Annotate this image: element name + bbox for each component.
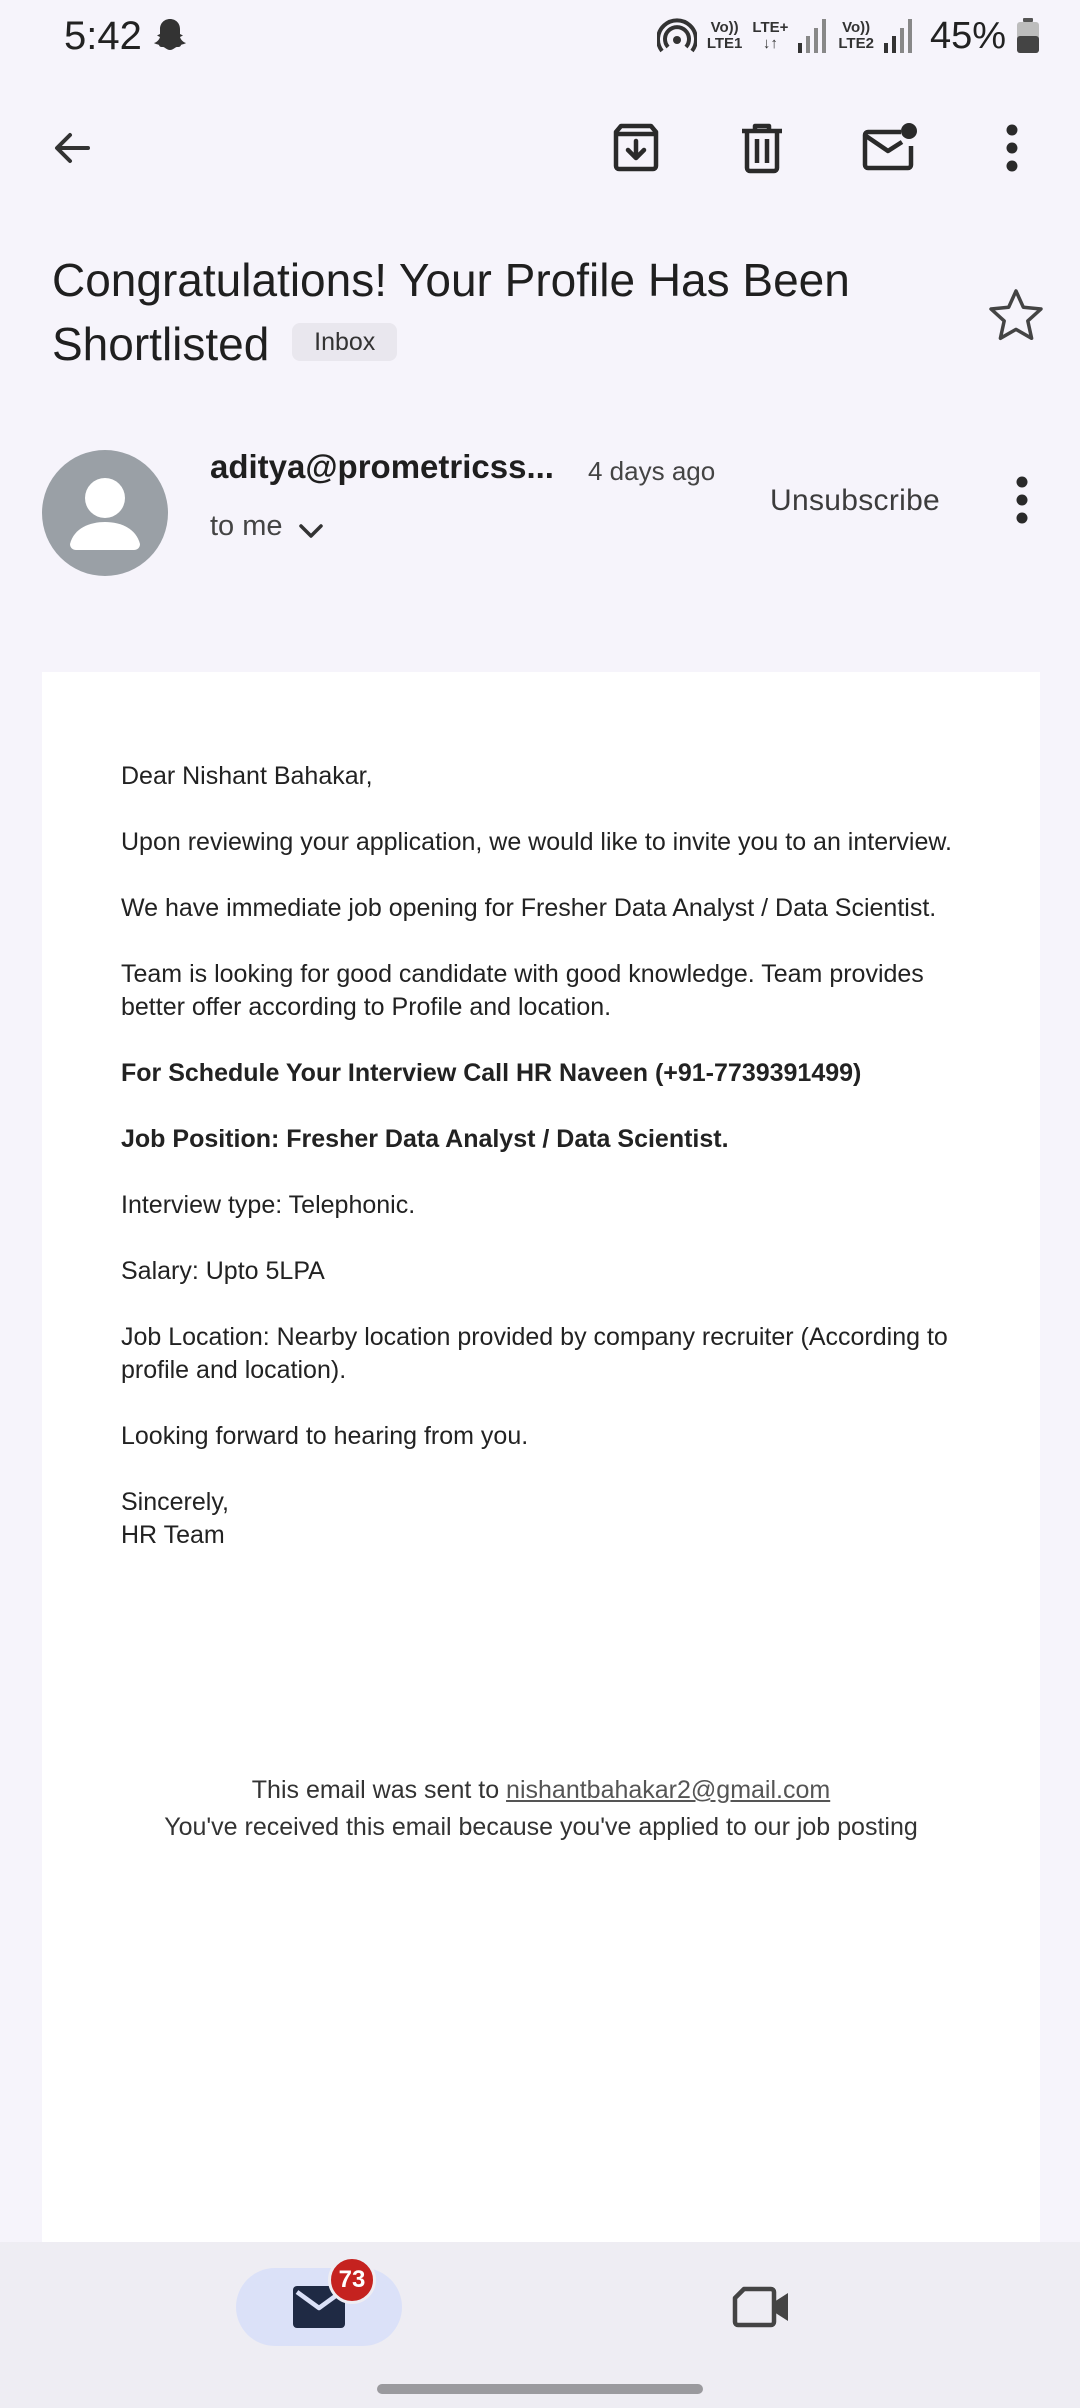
data-network-label: LTE+ ↓↑	[752, 19, 789, 52]
email-paragraph: Job Location: Nearby location provided by company recruiter (According to profile and location).	[121, 1323, 948, 1384]
signal-icon-sim2	[884, 19, 914, 53]
email-footer	[42, 1772, 1040, 1846]
more-vert-icon	[1002, 122, 1022, 174]
battery-icon	[1016, 18, 1040, 54]
back-button[interactable]	[30, 106, 114, 190]
archive-button[interactable]	[594, 106, 678, 190]
email-paragraph: We have immediate job opening for Fresher Data Analyst / Data Scientist.	[121, 894, 937, 922]
email-paragraph-bold: Job Position: Fresher Data Analyst / Data Scientist.	[121, 1125, 729, 1153]
footer-email-link[interactable]: nishantbahakar2@gmail.com	[506, 1776, 831, 1804]
mark-unread-button[interactable]	[848, 106, 932, 190]
inbox-label-chip[interactable]: Inbox	[292, 323, 397, 361]
sim1-network-label: Vo)) LTE1	[706, 19, 743, 52]
email-body	[121, 760, 981, 1552]
footer-sent-to-prefix: This email was sent to	[251, 1776, 507, 1804]
hotspot-icon	[657, 16, 697, 56]
unsubscribe-button[interactable]: Unsubscribe	[770, 484, 941, 517]
person-icon	[42, 450, 168, 576]
arrow-back-icon	[48, 124, 96, 172]
more-options-button[interactable]	[970, 106, 1054, 190]
battery-percent: 45%	[929, 14, 1006, 57]
email-paragraph: Team is looking for good candidate with good knowledge. Team provides better offer according to Profile and location.	[121, 960, 924, 1021]
home-indicator[interactable]	[377, 2384, 703, 2394]
sender-name[interactable]: aditya@prometricss...	[210, 448, 554, 485]
mail-unread-icon	[861, 122, 919, 174]
video-camera-icon	[732, 2284, 792, 2330]
email-subject	[52, 248, 952, 376]
footer-reason: You've received this email because you've applied to our job posting	[164, 1813, 918, 1841]
status-time: 5:42	[64, 14, 142, 58]
email-paragraph: Salary: Upto 5LPA	[121, 1257, 325, 1285]
recipient-text: to me	[210, 510, 283, 542]
email-paragraph: Looking forward to hearing from you.	[121, 1422, 529, 1450]
snapchat-ghost-icon	[150, 16, 190, 56]
archive-icon	[610, 122, 662, 174]
mail-unread-badge: 73	[328, 2256, 376, 2304]
signal-icon-sim1	[798, 19, 828, 53]
delete-button[interactable]	[720, 106, 804, 190]
trash-icon	[738, 122, 786, 174]
email-paragraph: Upon reviewing your application, we would like to invite you to an interview.	[121, 828, 953, 856]
subject-text: Congratulations! Your Profile Has Been Shortlisted	[52, 254, 850, 370]
nav-mail-button[interactable]	[236, 2268, 402, 2346]
email-greeting: Dear Nishant Bahakar,	[121, 762, 373, 790]
recipient-details-toggle[interactable]	[210, 510, 325, 543]
sender-avatar[interactable]	[42, 450, 168, 576]
email-closing: Sincerely,	[121, 1488, 229, 1516]
email-signature: HR Team	[121, 1521, 225, 1549]
email-paragraph-bold: For Schedule Your Interview Call HR Naveen (+91-7739391499)	[121, 1059, 862, 1087]
nav-meet-button[interactable]	[722, 2276, 802, 2338]
sim2-network-label: Vo)) LTE2	[838, 19, 874, 52]
star-icon[interactable]	[986, 286, 1046, 346]
email-time: 4 days ago	[588, 456, 716, 486]
sender-more-vert-icon[interactable]	[1004, 472, 1040, 528]
email-paragraph: Interview type: Telephonic.	[121, 1191, 416, 1219]
chevron-down-icon	[297, 521, 325, 541]
footer-sent-to	[42, 1772, 1040, 1809]
status-icons	[657, 10, 1040, 62]
